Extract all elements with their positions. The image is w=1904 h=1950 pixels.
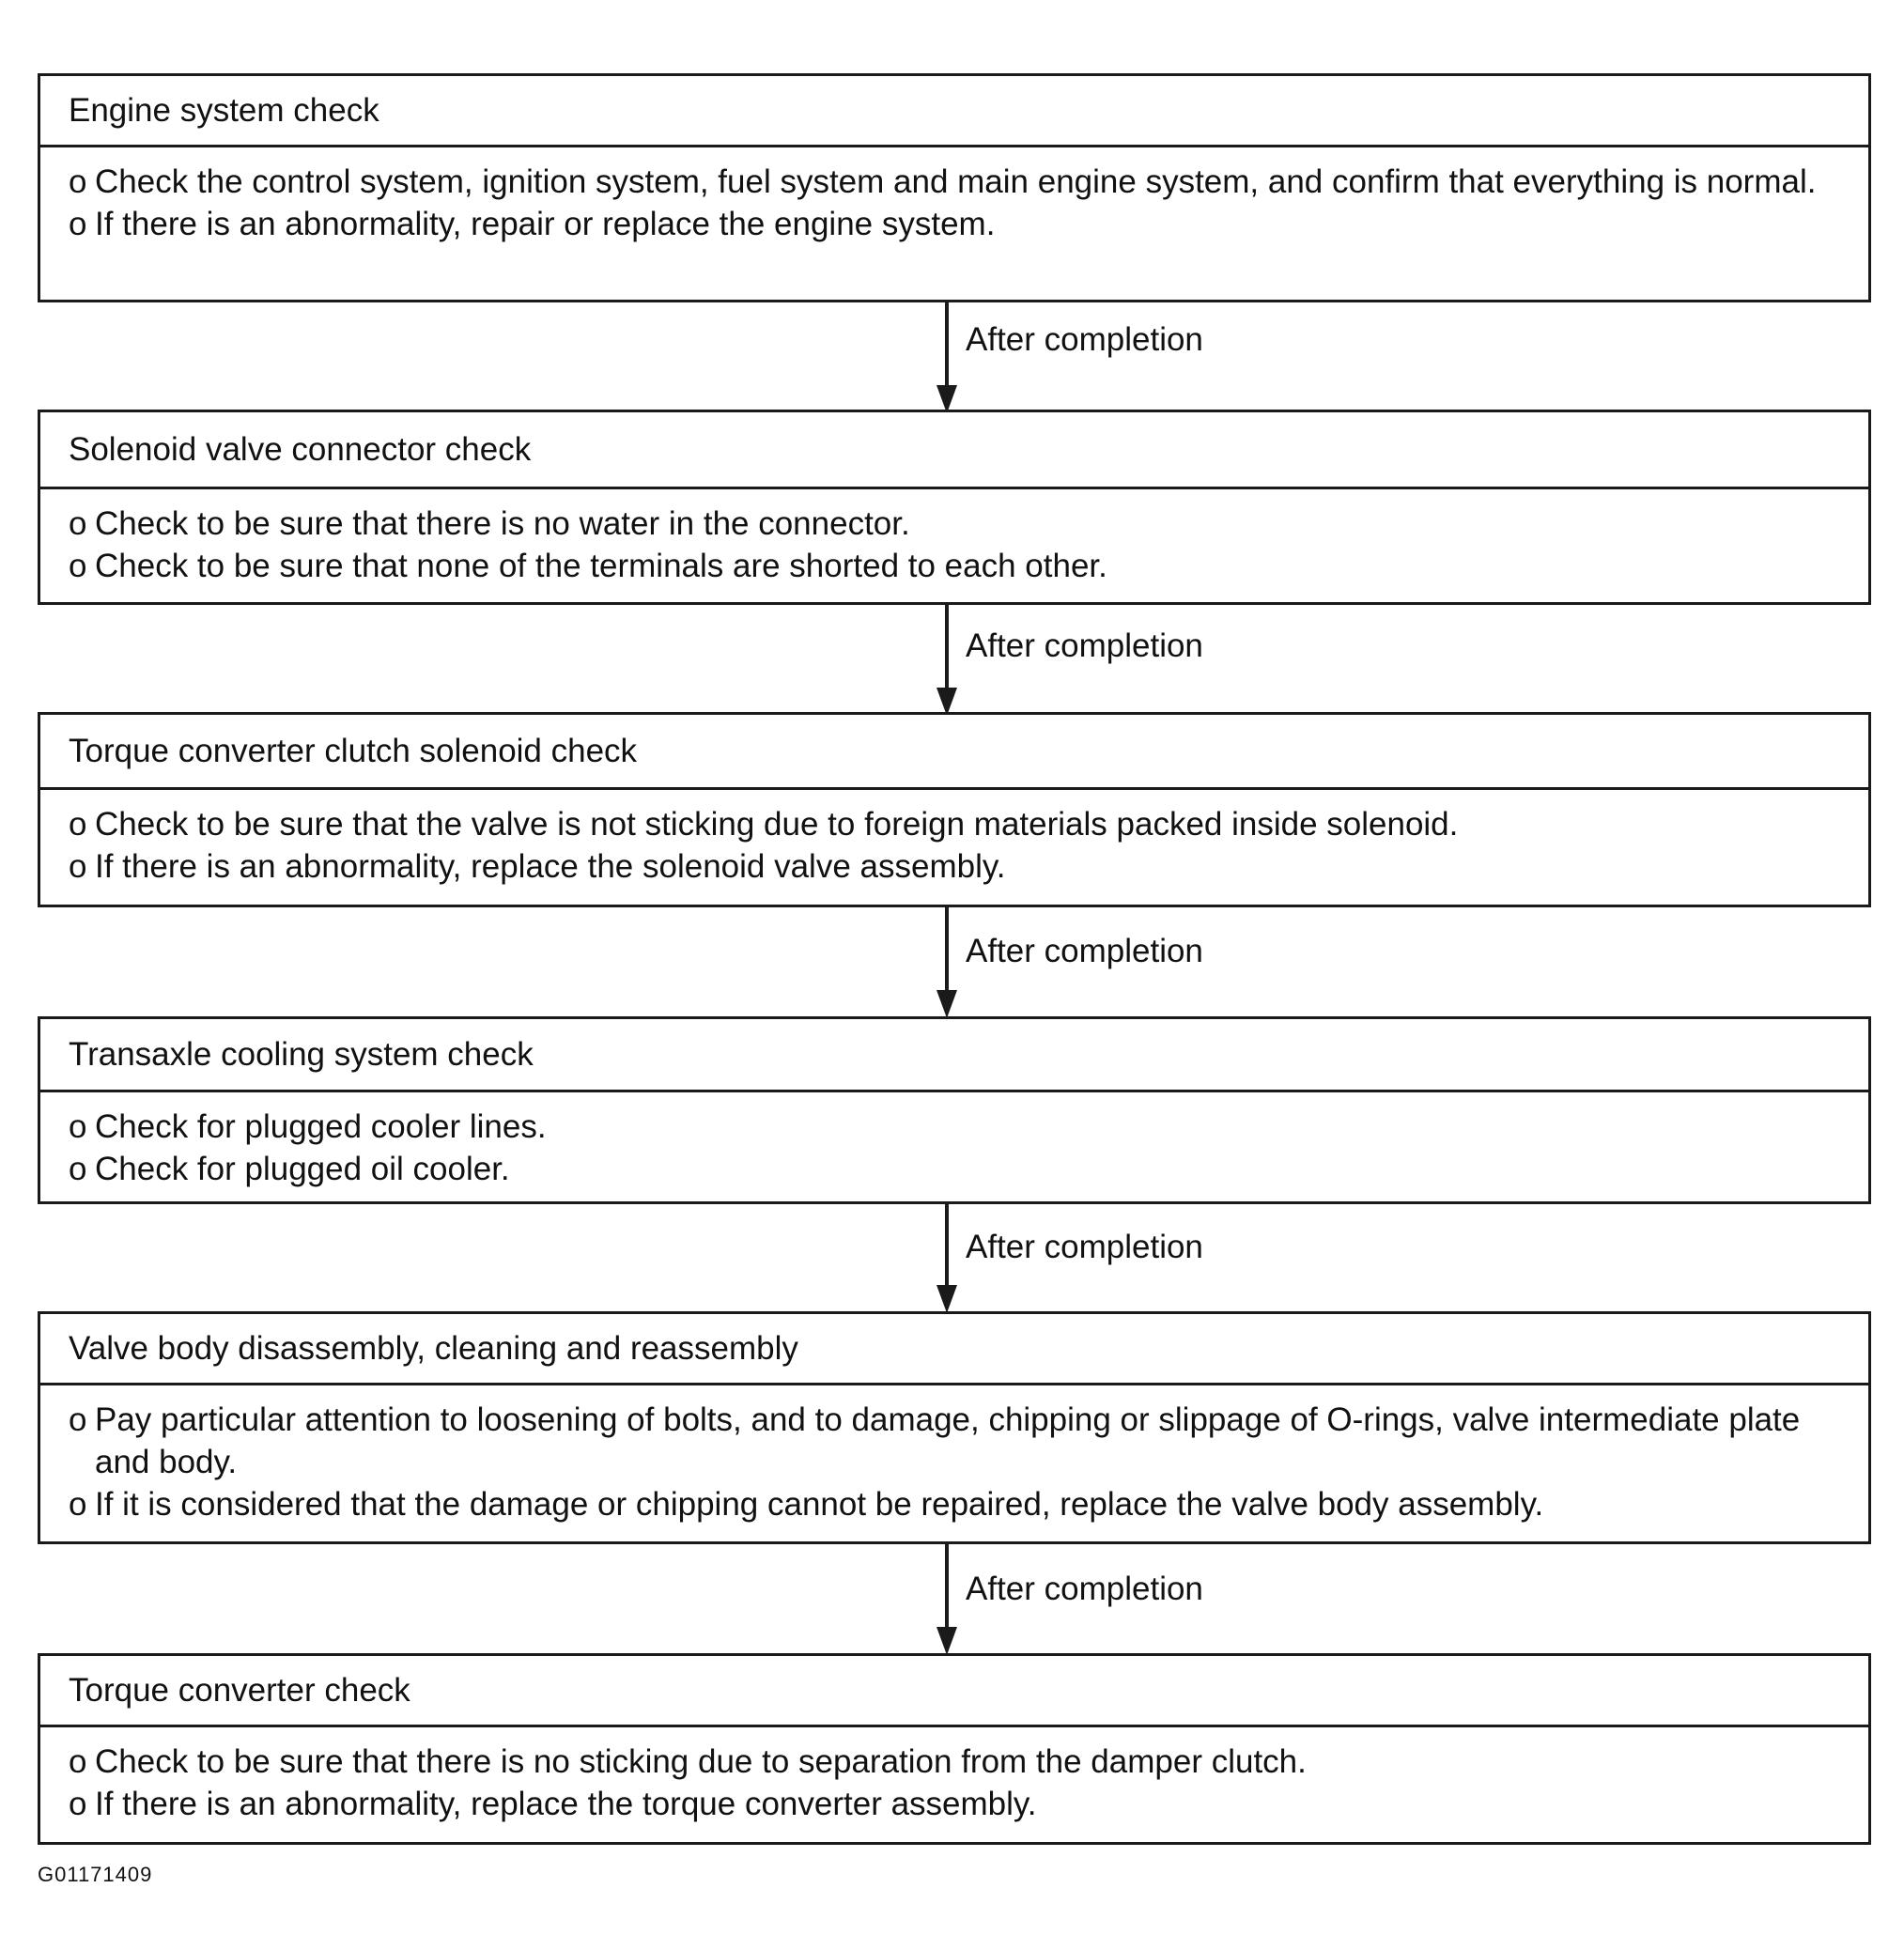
flow-connector-line xyxy=(945,302,949,389)
step-bullet xyxy=(69,545,1840,587)
connector-label: After completion xyxy=(966,627,1203,664)
step-title xyxy=(40,1656,1868,1727)
step-body xyxy=(40,147,1868,245)
bullet-marker: o xyxy=(69,1401,87,1438)
flow-connector-line xyxy=(945,1204,949,1289)
arrow-down-icon xyxy=(937,1627,957,1655)
bullet-text: Check for plugged oil cooler. xyxy=(95,1151,510,1187)
bullet-marker: o xyxy=(69,1786,87,1822)
bullet-marker: o xyxy=(69,548,87,584)
bullet-marker: o xyxy=(69,1743,87,1780)
flow-step-torque-converter-clutch-solenoid-check xyxy=(38,712,1871,907)
step-body xyxy=(40,790,1868,888)
flow-connector-line xyxy=(945,907,949,994)
bullet-text: If it is considered that the damage or chipping cannot be repaired, replace the valve body assembly. xyxy=(95,1486,1544,1523)
flow-step-torque-converter-check xyxy=(38,1653,1871,1845)
step-title-text: Valve body disassembly, cleaning and reassembly xyxy=(69,1329,798,1367)
step-bullet xyxy=(69,803,1840,845)
bullet-marker: o xyxy=(69,806,87,843)
arrow-down-icon xyxy=(937,990,957,1018)
step-bullet xyxy=(69,1148,1840,1190)
step-bullet xyxy=(69,1399,1840,1483)
connector-label: After completion xyxy=(966,1571,1203,1607)
step-bullet xyxy=(69,1483,1840,1525)
bullet-text: Check for plugged cooler lines. xyxy=(95,1108,547,1145)
bullet-text: Check to be sure that none of the terminals are shorted to each other. xyxy=(95,548,1107,584)
step-bullet xyxy=(69,161,1840,203)
bullet-text: If there is an abnormality, repair or replace the engine system. xyxy=(95,206,996,242)
connector-label: After completion xyxy=(966,933,1203,969)
step-body xyxy=(40,489,1868,587)
step-title-text: Engine system check xyxy=(69,91,379,129)
step-bullet xyxy=(69,1741,1840,1783)
step-title-text: Transaxle cooling system check xyxy=(69,1035,534,1073)
flow-step-engine-system-check xyxy=(38,73,1871,302)
bullet-text: Pay particular attention to loosening of bolts, and to damage, chipping or slippage of O-rings, valve intermediate plate and body. xyxy=(95,1401,1801,1480)
bullet-marker: o xyxy=(69,206,87,242)
step-title xyxy=(40,1314,1868,1385)
bullet-text: Check to be sure that there is no water in the connector. xyxy=(95,505,910,542)
flow-step-transaxle-cooling-system-check xyxy=(38,1016,1871,1204)
flow-connector-line xyxy=(945,605,949,691)
step-body xyxy=(40,1727,1868,1825)
step-bullet xyxy=(69,1783,1840,1825)
step-title xyxy=(40,715,1868,790)
bullet-marker: o xyxy=(69,848,87,885)
bullet-marker: o xyxy=(69,1151,87,1187)
connector-label: After completion xyxy=(966,321,1203,358)
step-title-text: Solenoid valve connector check xyxy=(69,430,532,468)
connector-label: After completion xyxy=(966,1229,1203,1265)
step-title xyxy=(40,412,1868,489)
step-bullet xyxy=(69,503,1840,545)
step-bullet xyxy=(69,1106,1840,1148)
figure-id: G01171409 xyxy=(38,1863,153,1886)
bullet-text: Check the control system, ignition system, fuel system and main engine system, and confirm that everything is normal. xyxy=(95,163,1817,200)
bullet-text: If there is an abnormality, replace the solenoid valve assembly. xyxy=(95,848,1006,885)
bullet-marker: o xyxy=(69,505,87,542)
flow-connector-line xyxy=(945,1544,949,1631)
bullet-text: If there is an abnormality, replace the torque converter assembly. xyxy=(95,1786,1037,1822)
step-title xyxy=(40,1019,1868,1092)
bullet-text: Check to be sure that the valve is not sticking due to foreign materials packed inside solenoid. xyxy=(95,806,1459,843)
step-title xyxy=(40,76,1868,147)
flow-step-solenoid-valve-connector-check xyxy=(38,410,1871,605)
bullet-marker: o xyxy=(69,163,87,200)
bullet-marker: o xyxy=(69,1486,87,1523)
step-title-text: Torque converter clutch solenoid check xyxy=(69,732,638,769)
step-bullet xyxy=(69,203,1840,245)
bullet-marker: o xyxy=(69,1108,87,1145)
step-body xyxy=(40,1385,1868,1525)
step-bullet xyxy=(69,845,1840,888)
bullet-text: Check to be sure that there is no sticking due to separation from the damper clutch. xyxy=(95,1743,1307,1780)
step-title-text: Torque converter check xyxy=(69,1671,410,1709)
arrow-down-icon xyxy=(937,1285,957,1313)
step-body xyxy=(40,1092,1868,1190)
flow-step-valve-body-disassembly xyxy=(38,1311,1871,1544)
